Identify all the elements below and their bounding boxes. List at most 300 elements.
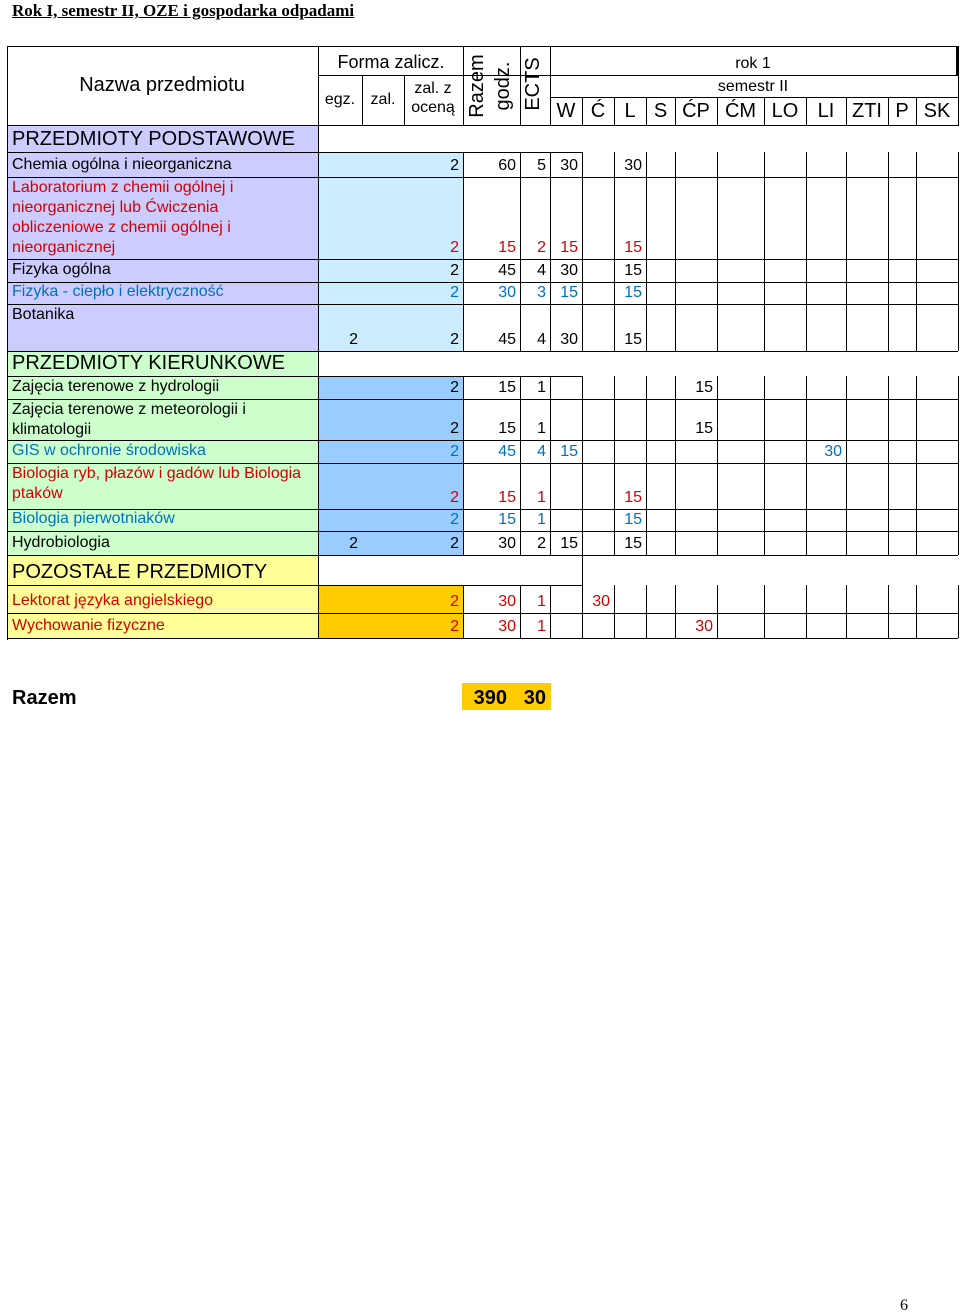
grid-line (846, 259, 847, 282)
grid-line (646, 152, 647, 177)
row-zo: 2 (450, 284, 459, 301)
grid-line (717, 304, 718, 351)
grid-line (846, 531, 847, 555)
grid-line (646, 282, 647, 304)
row-w: 30 (560, 262, 578, 279)
grid-line (550, 613, 551, 638)
row-l: 30 (624, 157, 642, 174)
grid-line (675, 177, 676, 259)
grid-line (520, 152, 521, 177)
total-ects: 30 (523, 687, 546, 709)
grid-line (582, 440, 583, 463)
grid-line (318, 509, 319, 531)
grid-line (614, 152, 615, 177)
grid-line (463, 509, 464, 531)
grid-line (646, 585, 647, 613)
grid-line (463, 282, 464, 304)
row-w: 15 (560, 239, 578, 256)
grid-line (582, 399, 583, 440)
row-form-bg (318, 399, 463, 440)
grid-line (463, 152, 464, 177)
grid-line (7, 555, 958, 556)
grid-line (582, 259, 583, 282)
grid-line (916, 399, 917, 440)
row-zo: 2 (450, 331, 459, 348)
row-form-bg (318, 531, 463, 555)
header-zal-ocena-1: zal. z (414, 80, 452, 97)
grid-line (520, 376, 521, 399)
grid-line (550, 259, 551, 282)
grid-line (764, 259, 765, 282)
row-egz: 2 (349, 331, 358, 348)
grid-line (582, 177, 583, 259)
grid-line (764, 282, 765, 304)
grid-line (614, 585, 615, 613)
grid-line (463, 259, 464, 282)
grid-line (520, 531, 521, 555)
grid-line (846, 509, 847, 531)
grid-line (916, 177, 917, 259)
header-type-w: W (556, 100, 576, 122)
row-w: 30 (560, 331, 578, 348)
grid-line (764, 509, 765, 531)
row-ects: 1 (537, 489, 546, 506)
header-zal: zal. (370, 91, 396, 108)
grid-line (614, 509, 615, 531)
grid-line (916, 509, 917, 531)
row-razem: 30 (498, 535, 516, 552)
grid-line (717, 585, 718, 613)
grid-line (916, 440, 917, 463)
grid-line (888, 613, 889, 638)
grid-line (717, 509, 718, 531)
row-cp: 15 (695, 420, 713, 437)
grid-line (520, 463, 521, 509)
row-razem: 45 (498, 331, 516, 348)
header-semestr: semestr II (717, 78, 789, 95)
grid-line (520, 282, 521, 304)
grid-line (582, 376, 583, 399)
grid-line (846, 304, 847, 351)
grid-line (956, 46, 959, 75)
row-zo: 2 (450, 157, 459, 174)
grid-line (806, 152, 807, 177)
grid-line (717, 399, 718, 440)
row-form-bg (318, 152, 463, 177)
grid-line (463, 440, 464, 463)
grid-line (888, 304, 889, 351)
grid-line (520, 399, 521, 440)
grid-line (958, 440, 959, 463)
header-type-lo: LO (771, 100, 799, 122)
header-type-sk: SK (923, 100, 951, 122)
grid-line (463, 399, 464, 440)
grid-line (675, 585, 676, 613)
row-razem: 60 (498, 157, 516, 174)
grid-line (675, 399, 676, 440)
grid-line (318, 177, 319, 259)
grid-line (916, 376, 917, 399)
grid-line (916, 463, 917, 509)
grid-line (806, 282, 807, 304)
grid-line (888, 177, 889, 259)
document-title: Rok I, semestr II, OZE i gospodarka odpadami (12, 1, 355, 20)
grid-line (675, 304, 676, 351)
row-zo: 2 (450, 511, 459, 528)
grid-line (675, 152, 676, 177)
grid-line (614, 613, 615, 638)
row-razem: 30 (498, 593, 516, 610)
row-l: 15 (624, 284, 642, 301)
grid-line (846, 613, 847, 638)
header-type-l: L (624, 100, 636, 122)
row-l: 15 (624, 262, 642, 279)
grid-line (550, 399, 551, 440)
grid-line (764, 399, 765, 440)
row-form-bg (318, 463, 463, 509)
grid-line (958, 282, 959, 304)
grid-line (550, 585, 551, 613)
grid-line (318, 259, 319, 282)
row-razem: 15 (498, 420, 516, 437)
row-form-bg (318, 282, 463, 304)
grid-line (646, 399, 647, 440)
row-w: 30 (560, 157, 578, 174)
grid-line (846, 376, 847, 399)
grid-line (7, 376, 582, 377)
grid-line (958, 177, 959, 259)
grid-line (550, 282, 551, 304)
grid-line (916, 152, 917, 177)
row-l: 15 (624, 331, 642, 348)
row-razem: 45 (498, 443, 516, 460)
grid-line (520, 613, 521, 638)
row-form-bg (318, 585, 463, 613)
row-ects: 1 (537, 593, 546, 610)
row-name: Zajęcia terenowe z hydrologii (12, 378, 220, 395)
grid-line (318, 126, 319, 152)
row-ects: 1 (537, 618, 546, 635)
grid-line (463, 585, 464, 613)
grid-line (646, 531, 647, 555)
header-egz: egz. (324, 91, 356, 108)
grid-line (846, 440, 847, 463)
row-egz: 2 (349, 535, 358, 552)
grid-line (888, 509, 889, 531)
grid-line (888, 259, 889, 282)
row-l: 15 (624, 535, 642, 552)
header-zal-ocena-2: oceną (411, 99, 455, 116)
row-razem: 45 (498, 262, 516, 279)
grid-line (550, 304, 551, 351)
grid-line (888, 463, 889, 509)
row-ects: 3 (537, 284, 546, 301)
grid-line (463, 613, 464, 638)
grid-line (806, 440, 807, 463)
row-name: Biologia pierwotniaków (12, 510, 175, 527)
row-name: Hydrobiologia (12, 534, 110, 551)
grid-line (550, 531, 551, 555)
grid-line (958, 509, 959, 531)
grid-line (764, 177, 765, 259)
row-form-bg (318, 376, 463, 399)
grid-line (646, 259, 647, 282)
grid-line (550, 463, 551, 509)
row-name: Wychowanie fizyczne (12, 617, 165, 634)
grid-line (614, 376, 615, 399)
row-ects: 2 (537, 535, 546, 552)
grid-line (958, 585, 959, 613)
grid-line (582, 555, 583, 585)
grid-line (806, 585, 807, 613)
grid-line (463, 463, 464, 509)
row-zo: 2 (450, 593, 459, 610)
grid-line (764, 585, 765, 613)
grid-line (958, 613, 959, 638)
grid-line (582, 463, 583, 509)
grid-line (520, 304, 521, 351)
total-hours: 390 (473, 687, 507, 709)
grid-line (958, 463, 959, 509)
section-field: PRZEDMIOTY KIERUNKOWE (12, 352, 285, 374)
grid-line (958, 376, 959, 399)
grid-line (646, 463, 647, 509)
grid-line (318, 75, 550, 76)
row-ects: 4 (537, 262, 546, 279)
grid-line (646, 376, 647, 399)
row-name: GIS w ochronie środowiska (12, 442, 206, 459)
row-zo: 2 (450, 489, 459, 506)
grid-line (916, 585, 917, 613)
grid-line (958, 531, 959, 555)
grid-line (806, 376, 807, 399)
row-zo: 2 (450, 443, 459, 460)
row-form-bg (318, 259, 463, 282)
grid-line (675, 440, 676, 463)
grid-line (318, 531, 319, 555)
grid-line (888, 585, 889, 613)
grid-line (550, 376, 551, 399)
row-form-bg (318, 177, 463, 259)
row-zo: 2 (450, 535, 459, 552)
grid-line (550, 75, 958, 76)
grid-line (846, 152, 847, 177)
section-other: POZOSTAŁE PRZEDMIOTY (12, 561, 268, 583)
grid-line (916, 282, 917, 304)
grid-line (846, 463, 847, 509)
grid-line (520, 259, 521, 282)
grid-line (520, 177, 521, 259)
grid-line (888, 152, 889, 177)
grid-line (646, 304, 647, 351)
grid-line (614, 282, 615, 304)
grid-line (7, 613, 958, 614)
grid-line (675, 259, 676, 282)
row-li: 30 (824, 443, 842, 460)
grid-line (646, 509, 647, 531)
row-form-bg (318, 304, 463, 351)
row-cp: 30 (695, 618, 713, 635)
grid-line (764, 376, 765, 399)
grid-line (582, 531, 583, 555)
row-razem: 30 (498, 618, 516, 635)
header-name: Nazwa przedmiotu (79, 74, 245, 96)
grid-line (614, 177, 615, 259)
grid-line (717, 259, 718, 282)
grid-line (520, 440, 521, 463)
row-w: 15 (560, 443, 578, 460)
grid-line (717, 463, 718, 509)
grid-line (318, 555, 319, 585)
grid-line (717, 152, 718, 177)
header-type-s: S (653, 100, 668, 122)
row-ects: 5 (537, 157, 546, 174)
grid-line (888, 282, 889, 304)
grid-line (614, 304, 615, 351)
row-ects: 4 (537, 443, 546, 460)
grid-line (463, 177, 464, 259)
grid-line (614, 440, 615, 463)
grid-line (806, 259, 807, 282)
grid-line (550, 97, 958, 98)
grid-line (888, 440, 889, 463)
grid-line (806, 509, 807, 531)
grid-line (582, 509, 583, 531)
grid-line (463, 304, 464, 351)
row-l: 15 (624, 489, 642, 506)
grid-line (958, 152, 959, 177)
grid-line (7, 585, 582, 586)
grid-line (764, 152, 765, 177)
grid-line (582, 304, 583, 351)
header-type-p: P (895, 100, 909, 122)
header-type-cp: ĆP (682, 100, 710, 122)
grid-line (916, 259, 917, 282)
grid-line (550, 509, 551, 531)
row-razem: 15 (498, 511, 516, 528)
page-number: 6 (900, 1297, 908, 1314)
grid-line (318, 282, 319, 304)
grid-line (675, 613, 676, 638)
row-w: 15 (560, 284, 578, 301)
header-type-c: Ć (590, 100, 606, 122)
header-type-li: LI (817, 100, 835, 122)
row-cp: 15 (695, 379, 713, 396)
grid-line (614, 463, 615, 509)
row-razem: 15 (498, 489, 516, 506)
grid-line (614, 259, 615, 282)
row-name: Laboratorium z chemii ogólnej i nieorganicznej lub Ćwiczenia obliczeniowe z chemii ogólnej i nieorganicznej (12, 179, 234, 256)
row-ects: 1 (537, 420, 546, 437)
row-name: Botanika (12, 306, 75, 323)
grid-line (318, 585, 319, 613)
grid-line (806, 304, 807, 351)
row-form-bg (318, 509, 463, 531)
row-name: Fizyka ogólna (12, 261, 111, 278)
grid-line (675, 282, 676, 304)
grid-line (646, 613, 647, 638)
grid-line (675, 463, 676, 509)
grid-line (7, 152, 582, 153)
row-zo: 2 (450, 420, 459, 437)
grid-line (846, 177, 847, 259)
row-name: Zajęcia terenowe z meteorologii i klimatologii (12, 401, 246, 438)
row-zo: 2 (450, 379, 459, 396)
row-ects: 2 (537, 239, 546, 256)
grid-line (764, 613, 765, 638)
row-zo: 2 (450, 239, 459, 256)
grid-line (7, 259, 958, 260)
header-rok: rok 1 (735, 55, 771, 72)
grid-line (888, 376, 889, 399)
grid-line (958, 259, 959, 282)
grid-line (717, 177, 718, 259)
grid-line (614, 399, 615, 440)
grid-line (7, 46, 8, 640)
row-c: 30 (592, 593, 610, 610)
section-core: PRZEDMIOTY PODSTAWOWE (12, 128, 295, 150)
grid-line (550, 152, 551, 177)
row-razem: 30 (498, 284, 516, 301)
header-razem-1: Razem (466, 54, 488, 118)
row-name: Fizyka - ciepło i elektryczność (12, 283, 224, 300)
grid-line (520, 585, 521, 613)
grid-line (463, 376, 464, 399)
grid-line (318, 613, 319, 638)
row-name: Biologia ryb, płazów i gadów lub Biologia ptaków (12, 465, 302, 502)
grid-line (806, 531, 807, 555)
grid-line (958, 304, 959, 351)
row-name: Chemia ogólna i nieorganiczna (12, 156, 232, 173)
grid-line (846, 399, 847, 440)
grid-line (646, 440, 647, 463)
grid-line (675, 376, 676, 399)
grid-line (550, 177, 551, 259)
row-ects: 4 (537, 331, 546, 348)
grid-line (888, 531, 889, 555)
grid-line (806, 613, 807, 638)
grid-line (806, 463, 807, 509)
grid-line (717, 440, 718, 463)
grid-line (888, 399, 889, 440)
grid-line (675, 531, 676, 555)
row-razem: 15 (498, 379, 516, 396)
grid-line (318, 152, 319, 177)
header-type-cm: ĆM (724, 100, 757, 122)
grid-line (520, 509, 521, 531)
grid-line (916, 613, 917, 638)
grid-line (764, 304, 765, 351)
grid-line (318, 304, 319, 351)
grid-line (717, 376, 718, 399)
grid-line (614, 531, 615, 555)
grid-line (318, 463, 319, 509)
row-ects: 1 (537, 379, 546, 396)
grid-line (764, 440, 765, 463)
row-zo: 2 (450, 618, 459, 635)
grid-line (318, 440, 319, 463)
grid-line (958, 399, 959, 440)
row-form-bg (318, 440, 463, 463)
grid-line (846, 282, 847, 304)
row-l: 15 (624, 511, 642, 528)
grid-line (717, 282, 718, 304)
row-w: 15 (560, 535, 578, 552)
grid-line (646, 177, 647, 259)
grid-line (582, 613, 583, 638)
grid-line (7, 531, 958, 532)
grid-line (764, 531, 765, 555)
